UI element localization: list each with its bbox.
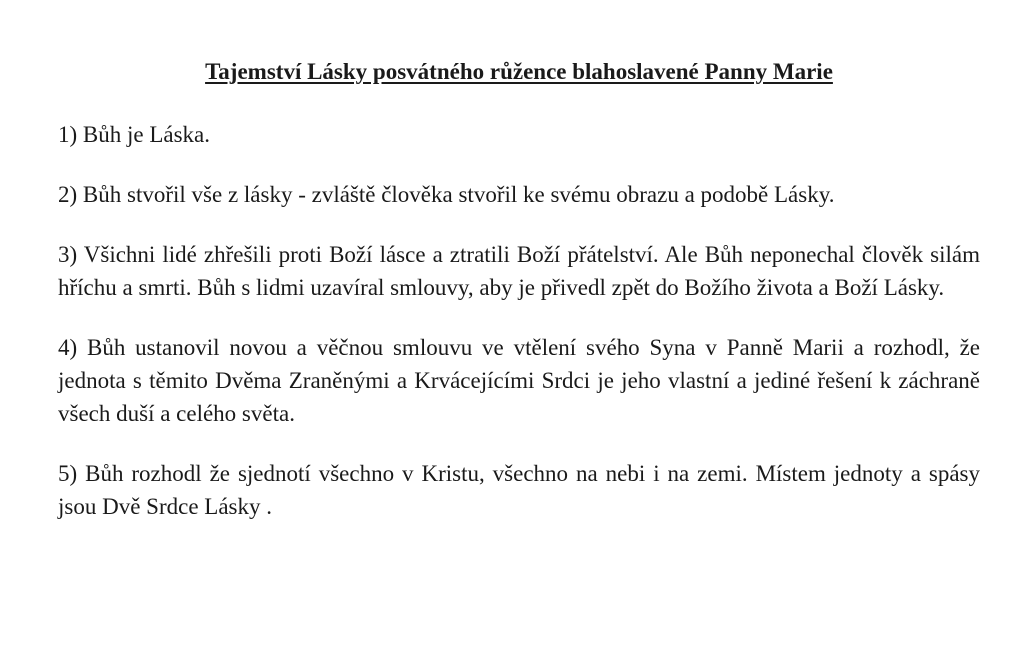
paragraph-1: 1) Bůh je Láska. <box>58 122 211 147</box>
paragraph-3: 3) Všichni lidé zhřešili proti Boží lásce a ztratili Boží přátelství. Ale Bůh neponechal člověk silám hříchu a smrti. Bůh s lidmi uzavíral smlouvy, aby je přivedl zpět do Božího života a Boží Lásky. <box>58 242 980 300</box>
document-title: Tajemství Lásky posvátného růžence blahoslavené Panny Marie <box>205 59 833 84</box>
paragraph-2: 2) Bůh stvořil vše z lásky - zvláště člověka stvořil ke svému obrazu a podobě Lásky. <box>58 182 835 207</box>
document-page <box>58 56 980 523</box>
paragraph-5: 5) Bůh rozhodl že sjednotí všechno v Kristu, všechno na nebi i na zemi. Místem jednoty a spásy jsou Dvě Srdce Lásky . <box>58 461 980 519</box>
paragraph-4: 4) Bůh ustanovil novou a věčnou smlouvu ve vtělení svého Syna v Panně Marii a rozhodl, že jednota s těmito Dvěma Zraněnými a Krvácejícími Srdci je jeho vlastní a jediné řešení k záchraně všech duší a celého světa. <box>58 335 980 426</box>
